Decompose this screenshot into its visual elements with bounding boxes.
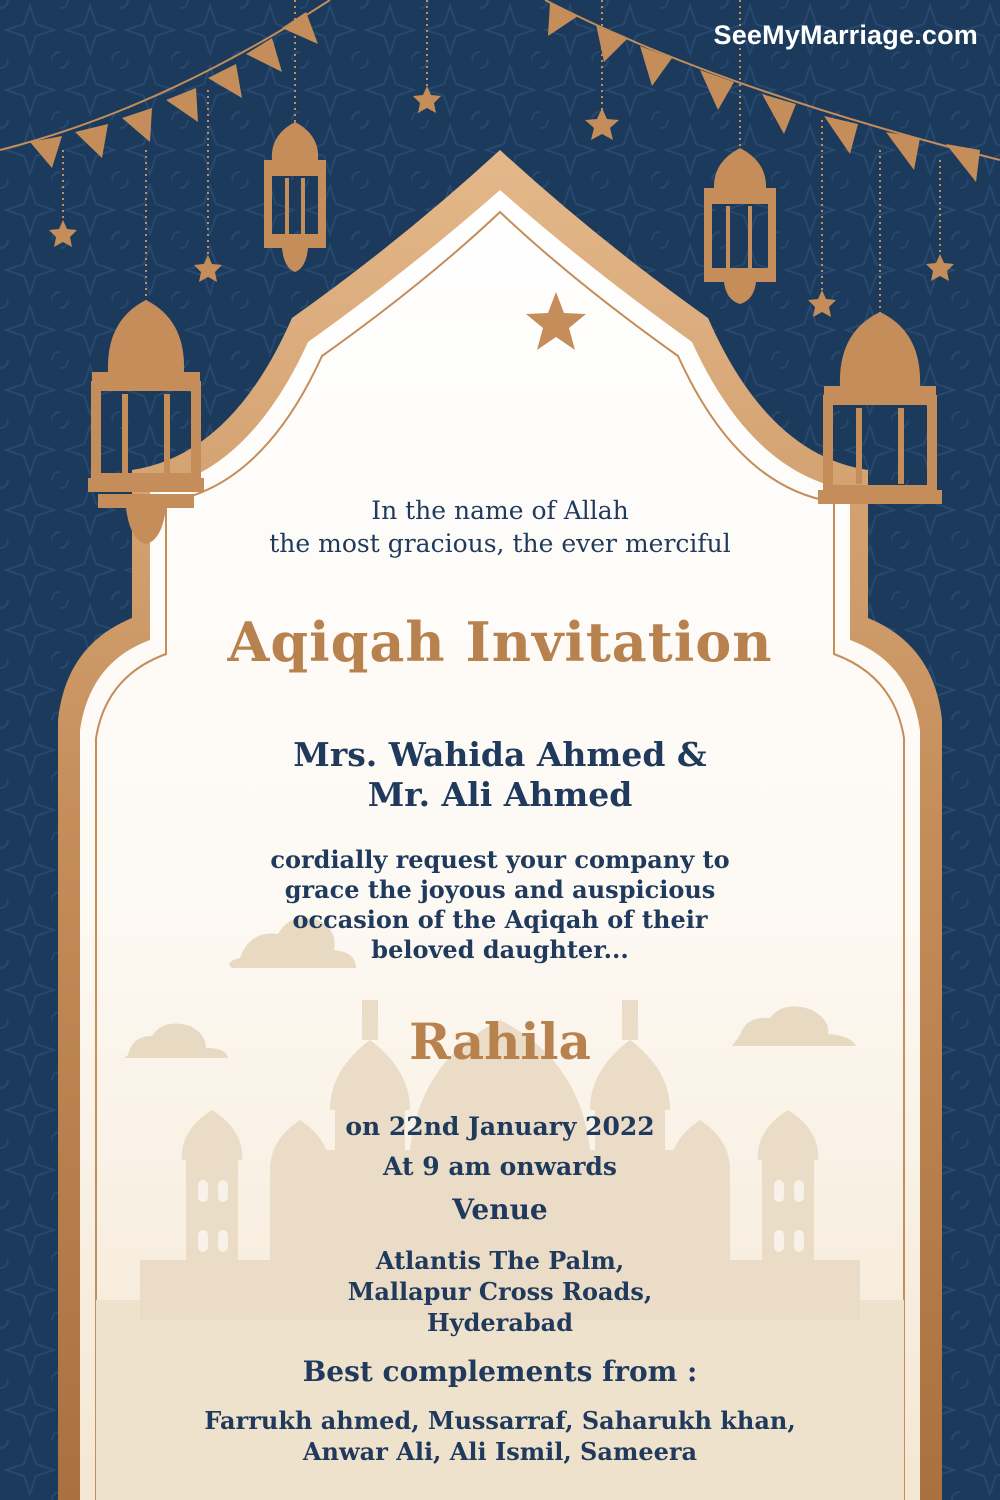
host-line-2: Mr. Ali Ahmed [367, 775, 633, 814]
compliments-names [0, 1405, 1000, 1467]
blessing-text [0, 494, 1000, 560]
compliments-line-2: Anwar Ali, Ali Ismil, Sameera [302, 1437, 698, 1466]
blessing-line-2: the most gracious, the ever merciful [269, 529, 731, 558]
child-name: Rahila [409, 1012, 591, 1071]
event-date: on 22nd January 2022 [345, 1112, 655, 1141]
compliments-heading: Best complements from : [302, 1355, 698, 1388]
venue-heading: Venue [452, 1193, 548, 1226]
request-line-4: beloved daughter... [371, 935, 629, 964]
hosts-names [0, 735, 1000, 815]
request-line-3: occasion of the Aqiqah of their [292, 905, 708, 934]
venue-line-1: Atlantis The Palm, [375, 1246, 625, 1275]
venue-line-2: Mallapur Cross Roads, [347, 1277, 653, 1306]
event-time: At 9 am onwards [383, 1152, 617, 1181]
brand-watermark: SeeMyMarriage.com [713, 20, 978, 50]
compliments-line-1: Farrukh ahmed, Mussarraf, Saharukh khan, [204, 1406, 796, 1435]
venue-line-3: Hyderabad [427, 1308, 573, 1337]
venue-address [0, 1245, 1000, 1338]
request-line-2: grace the joyous and auspicious [284, 875, 716, 904]
invitation-title: Aqiqah Invitation [227, 610, 773, 674]
request-line-1: cordially request your company to [270, 845, 730, 874]
request-text [0, 845, 1000, 965]
blessing-line-1: In the name of Allah [371, 496, 629, 525]
host-line-1: Mrs. Wahida Ahmed & [293, 735, 707, 774]
